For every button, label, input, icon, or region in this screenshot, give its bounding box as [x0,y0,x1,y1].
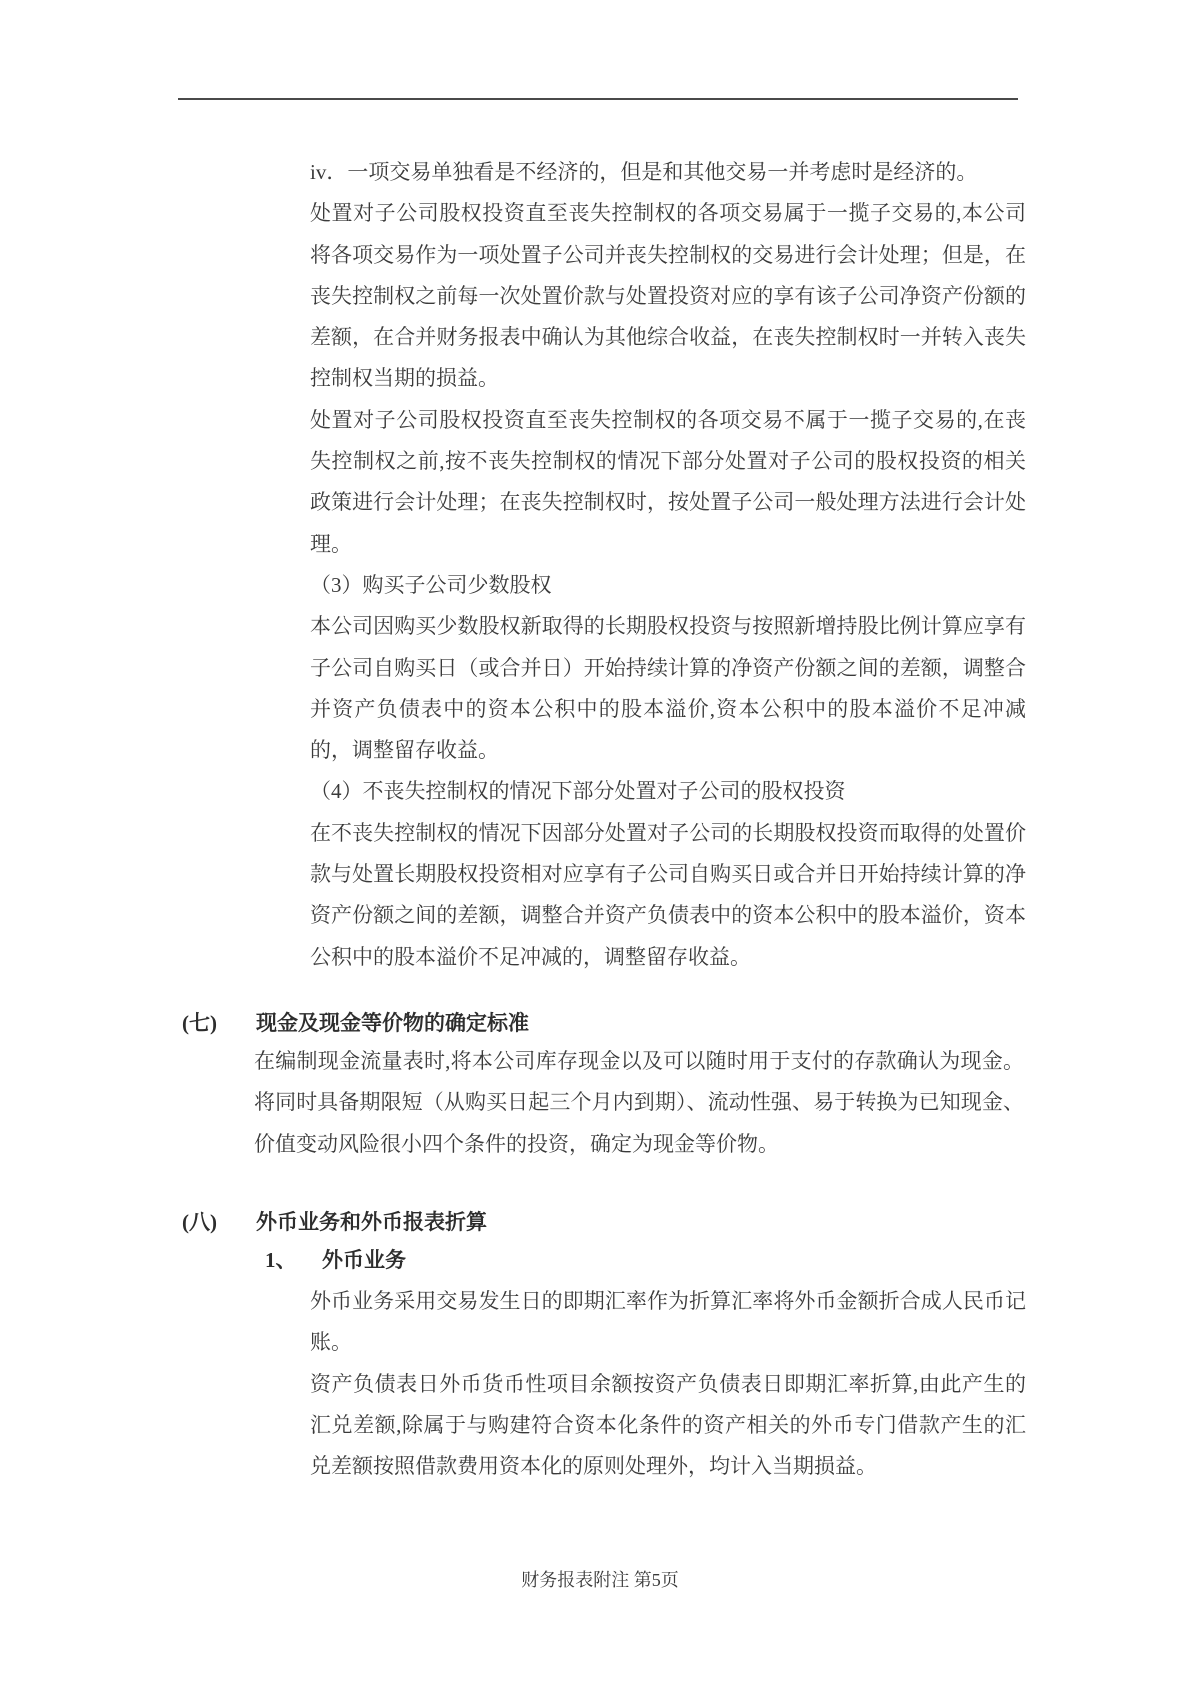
header-rule [178,98,1018,100]
section-8-title: 外币业务和外币报表折算 [256,1210,487,1234]
section-7-title: 现金及现金等价物的确定标准 [256,1011,529,1035]
paragraph-iv: iv．一项交易单独看是不经济的，但是和其他交易一并考虑时是经济的。 [310,160,978,184]
paragraph: 处置对子公司股权投资直至丧失控制权的各项交易不属于一揽子交易的,在丧失控制权之前,按不丧失控制权的情况下部分处置对子公司的股权投资的相关政策进行会计处理；在丧失控制权时，按处置子公司一般处理方法进行会计处理。 [310,407,1026,556]
paragraph: 本公司因购买少数股权新取得的长期股权投资与按照新增持股比例计算应享有子公司自购买日（或合并日）开始持续计算的净资产份额之间的差额，调整合并资产负债表中的资本公积中的股本溢价,资本公积中的股本溢价不足冲减的，调整留存收益。 [310,614,1026,763]
paragraph: 处置对子公司股权投资直至丧失控制权的各项交易属于一揽子交易的,本公司将各项交易作为一项处置子公司并丧失控制权的交易进行会计处理；但是，在丧失控制权之前每一次处置价款与处置投资对应的享有该子公司净资产份额的差额，在合并财务报表中确认为其他综合收益，在丧失控制权时一并转入丧失控制权当期的损益。 [310,201,1026,391]
section-8-label: (八) [182,1210,217,1234]
section-7-heading [182,1003,529,1044]
paragraph: 资产负债表日外币货币性项目余额按资产负债表日即期汇率折算,由此产生的汇兑差额,除属于与购建符合资本化条件的资产相关的外币专门借款产生的汇兑差额按照借款费用资本化的原则处理外，均计入当期损益。 [310,1371,1026,1479]
section-7-label: (七) [182,1011,217,1035]
page-footer: 财务报表附注 第5页 [521,1570,679,1590]
section-8-heading [182,1202,487,1243]
subsection-1-title: 外币业务 [322,1248,406,1272]
item-4-heading: （4）不丧失控制权的情况下部分处置对子公司的股权投资 [310,779,846,804]
paragraph: 外币业务采用交易发生日的即期汇率作为折算汇率将外币金额折合成人民币记账。 [310,1289,1026,1355]
paragraph: 在编制现金流量表时,将本公司库存现金以及可以随时用于支付的存款确认为现金。将同时具备期限短（从购买日起三个月内到期）、流动性强、易于转换为已知现金、价值变动风险很小四个条件的投资，确定为现金等价物。 [254,1049,1024,1156]
section-7-body [254,1041,1024,1165]
item-3-heading: （3）购买子公司少数股权 [310,572,552,597]
subsection-1-number: 1、 [265,1248,297,1272]
subsection-1-heading [265,1240,406,1281]
preamble-block [310,152,1026,978]
paragraph: 在不丧失控制权的情况下因部分处置对子公司的长期股权投资而取得的处置价款与处置长期股权投资相对应享有子公司自购买日或合并日开始持续计算的净资产份额之间的差额，调整合并资产负债表中的资本公积中的股本溢价，资本公积中的股本溢价不足冲减的，调整留存收益。 [310,820,1026,969]
subsection-1-body [310,1281,1026,1487]
